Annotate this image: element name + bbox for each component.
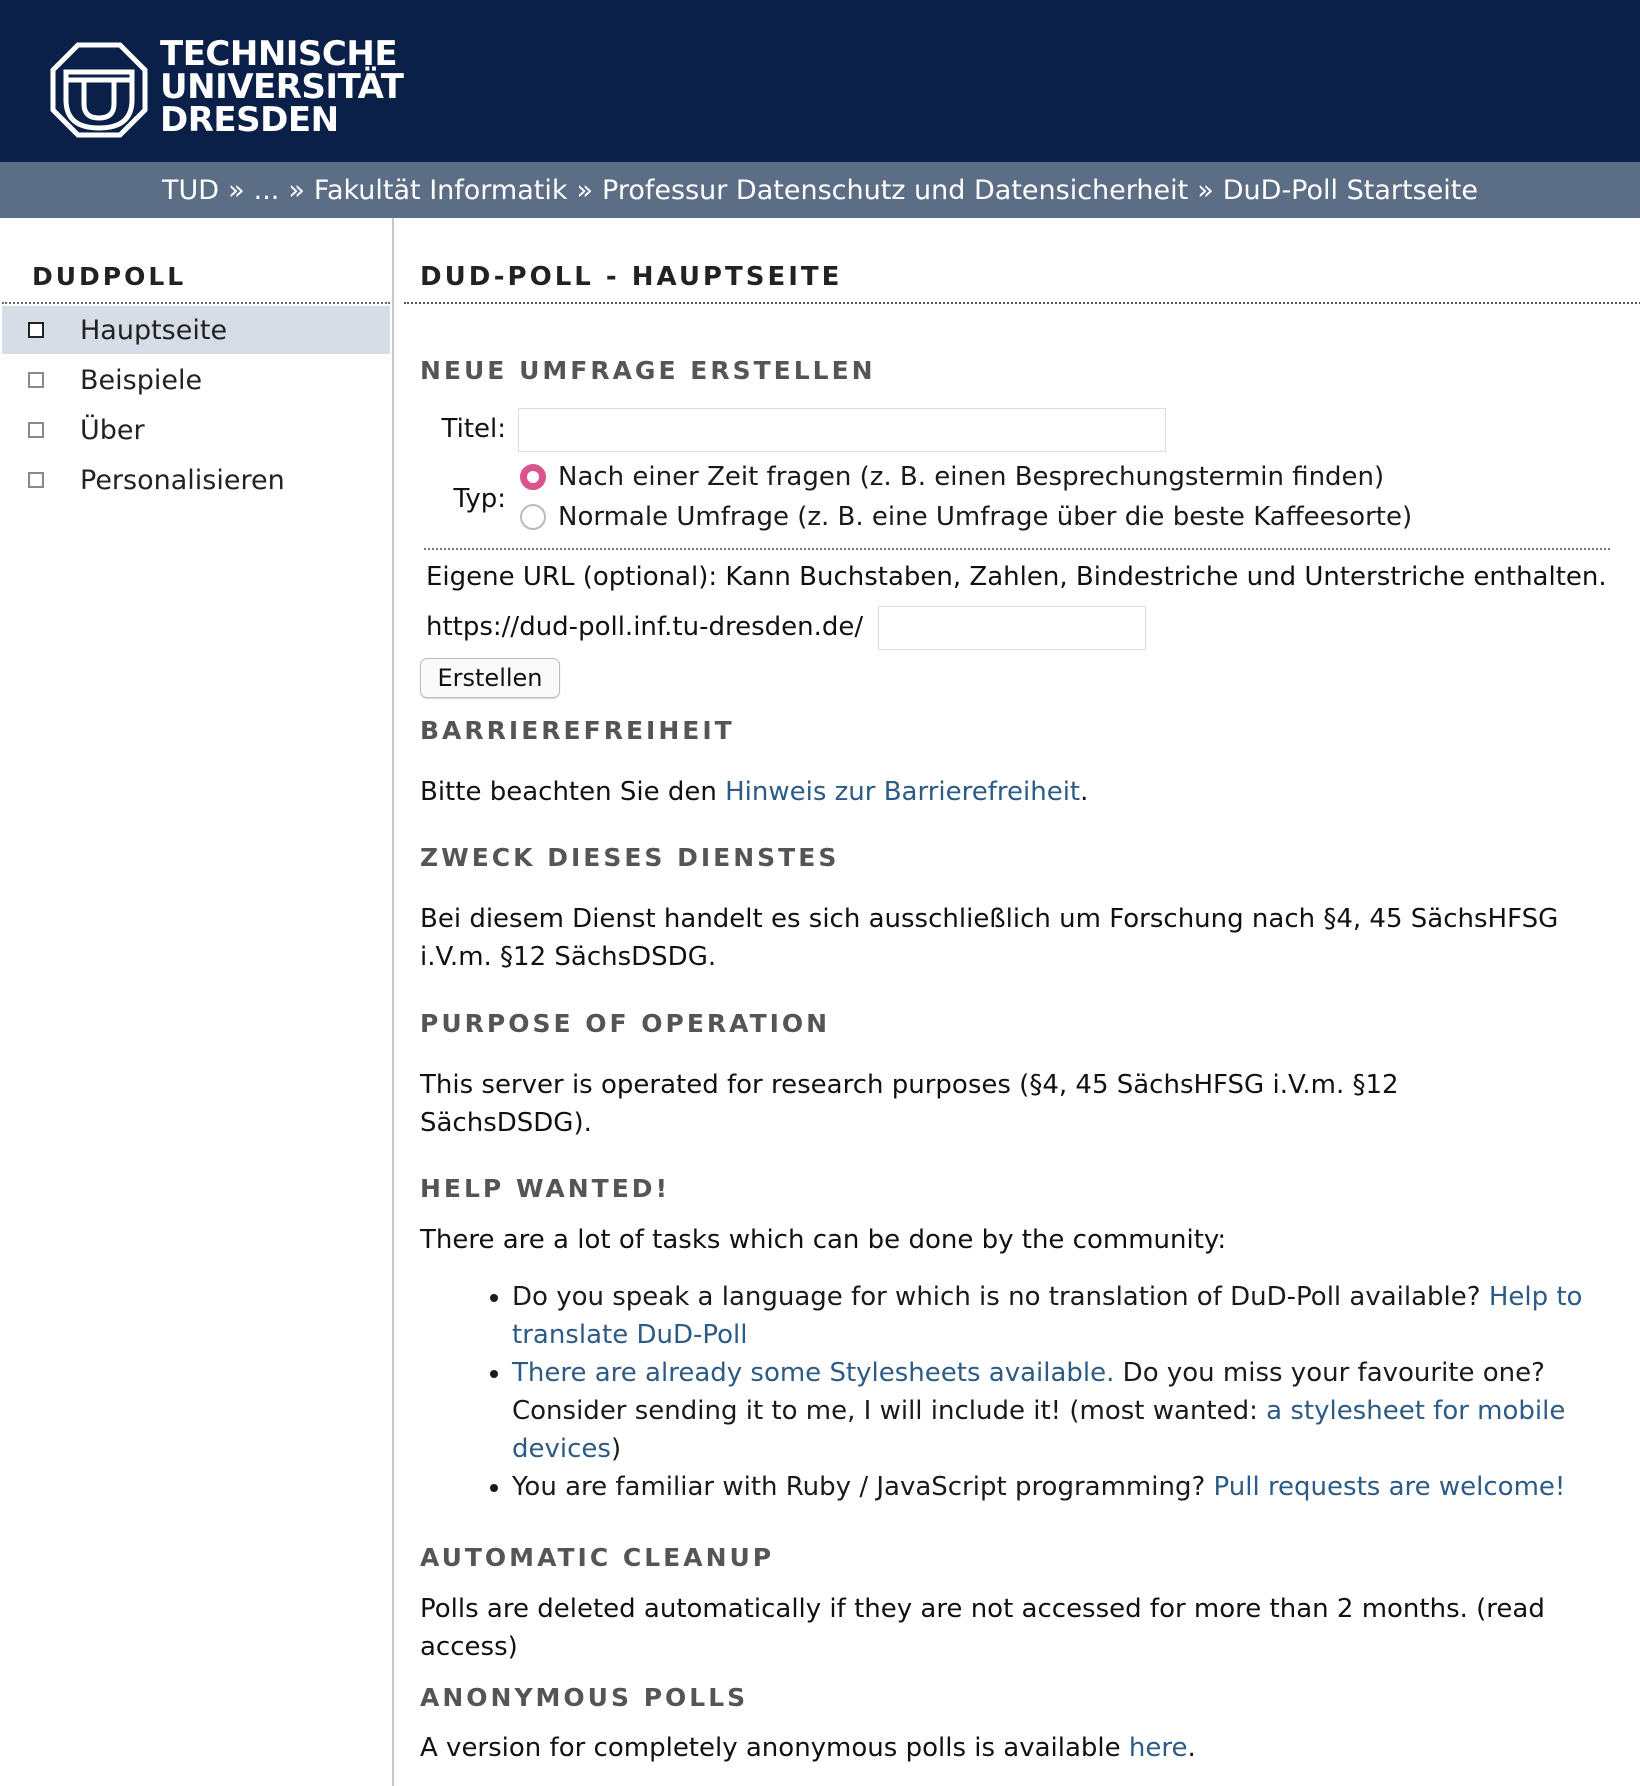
anonymous-text-after: .	[1187, 1733, 1196, 1763]
tu-dresden-logo[interactable]	[50, 34, 404, 142]
sidebar-item-beispiele[interactable]	[2, 356, 390, 404]
help-intro: There are a lot of tasks which can be done by the community:	[420, 1225, 1227, 1255]
checkbox-square-icon	[28, 372, 44, 388]
anonymous-text	[420, 1729, 1600, 1767]
title-divider	[404, 302, 1640, 304]
breadcrumb-separator: »	[228, 174, 245, 206]
create-button[interactable]: Erstellen	[420, 658, 560, 698]
accessibility-text	[420, 773, 1600, 811]
help-list	[420, 1278, 1600, 1506]
breadcrumb-professur[interactable]: Professur Datenschutz und Datensicherheit	[602, 174, 1189, 206]
mobile-stylesheet-link[interactable]: a stylesheet for mobile devices	[512, 1396, 1566, 1464]
accessibility-text-after: .	[1080, 777, 1089, 807]
sidebar-divider	[2, 302, 390, 304]
breadcrumb-current: DuD-Poll Startseite	[1222, 174, 1478, 206]
cleanup-text: Polls are deleted automatically if they are not accessed for more than 2 months. (read access)	[420, 1594, 1545, 1662]
breadcrumb-tud[interactable]: TUD	[162, 174, 220, 206]
purpose-de-text: Bei diesem Dienst handelt es sich ausschließlich um Forschung nach §4, 45 SächsHFSG i.V.m. §12 SächsDSDG.	[420, 904, 1559, 972]
breadcrumb-ellipsis[interactable]: ...	[253, 174, 280, 206]
custom-url-hint: Eigene URL (optional): Kann Buchstaben, Zahlen, Bindestriche und Unterstriche enthalten.	[426, 562, 1607, 592]
tu-logo-mark-icon	[50, 42, 148, 138]
purpose-en-heading: PURPOSE OF OPERATION	[420, 1009, 831, 1038]
anonymous-here-link[interactable]: here	[1128, 1733, 1188, 1763]
breadcrumb-separator: »	[1197, 174, 1214, 206]
radio-selected-icon[interactable]	[520, 464, 546, 490]
checkbox-square-icon	[28, 422, 44, 438]
sidebar-item-label: Personalisieren	[80, 464, 285, 496]
cleanup-heading: AUTOMATIC CLEANUP	[420, 1543, 775, 1572]
sidebar-item-ueber[interactable]	[2, 406, 390, 454]
new-poll-heading: NEUE UMFRAGE ERSTELLEN	[420, 356, 876, 385]
logo-line-3: DRESDEN	[160, 100, 339, 140]
help-item-text: Do you miss your favourite one? Consider sending it to me, I will include it! (most wanted:	[512, 1358, 1545, 1426]
breadcrumb-fakultaet[interactable]: Fakultät Informatik	[313, 174, 568, 206]
anonymous-heading: ANONYMOUS POLLS	[420, 1683, 749, 1712]
sidebar-item-label: Hauptseite	[80, 314, 228, 346]
help-item-translation	[512, 1278, 1600, 1354]
logo-text	[160, 34, 404, 140]
breadcrumb	[0, 162, 1640, 218]
sidebar-item-label: Über	[80, 414, 145, 446]
site-header	[0, 0, 1640, 162]
title-label: Titel:	[441, 414, 506, 444]
sidebar-title: DUDPOLL	[32, 262, 187, 291]
type-option-normal-label: Normale Umfrage (z. B. eine Umfrage über die beste Kaffeesorte)	[558, 502, 1413, 532]
sidebar-item-label: Beispiele	[80, 364, 203, 396]
accessibility-text-before: Bitte beachten Sie den	[420, 777, 726, 807]
checkbox-square-icon	[28, 472, 44, 488]
breadcrumb-separator: »	[288, 174, 305, 206]
type-option-date-label: Nach einer Zeit fragen (z. B. einen Besprechungstermin finden)	[558, 462, 1385, 492]
help-heading: HELP WANTED!	[420, 1174, 670, 1203]
type-option-normal[interactable]	[520, 502, 1412, 532]
checkbox-square-icon	[28, 322, 44, 338]
help-item-text: Do you speak a language for which is no translation of DuD-Poll available?	[512, 1282, 1489, 1312]
purpose-de-heading: ZWECK DIESES DIENSTES	[420, 843, 840, 872]
help-item-stylesheets	[512, 1354, 1600, 1468]
url-prefix: https://dud-poll.inf.tu-dresden.de/	[426, 612, 864, 642]
accessibility-heading: BARRIEREFREIHEIT	[420, 716, 735, 745]
type-label: Typ:	[453, 484, 506, 514]
type-option-date[interactable]	[520, 462, 1384, 492]
title-input[interactable]	[518, 408, 1166, 452]
custom-url-input[interactable]	[878, 606, 1146, 650]
page-title: DUD-POLL - HAUPTSEITE	[420, 262, 843, 292]
logo-line-2: UNIVERSITÄT	[160, 67, 404, 107]
radio-unselected-icon[interactable]	[520, 504, 546, 530]
pull-requests-link[interactable]: Pull requests are welcome!	[1213, 1472, 1566, 1502]
anonymous-text-before: A version for completely anonymous polls is available	[420, 1733, 1129, 1763]
sidebar-item-hauptseite[interactable]	[2, 306, 390, 354]
stylesheets-link[interactable]: There are already some Stylesheets available.	[512, 1358, 1115, 1388]
help-item-programming	[512, 1468, 1600, 1506]
accessibility-link[interactable]: Hinweis zur Barrierefreiheit	[725, 777, 1081, 807]
logo-line-1: TECHNISCHE	[160, 34, 398, 74]
sidebar-item-personalisieren[interactable]	[2, 456, 390, 504]
help-item-text: )	[610, 1434, 622, 1464]
help-item-text: You are familiar with Ruby / JavaScript programming?	[512, 1472, 1214, 1502]
breadcrumb-separator: »	[576, 174, 594, 206]
form-divider	[424, 548, 1610, 550]
purpose-en-text: This server is operated for research purposes (§4, 45 SächsHFSG i.V.m. §12 SächsDSDG).	[420, 1070, 1399, 1138]
help-translate-link[interactable]: Help to translate DuD-Poll	[512, 1282, 1583, 1350]
